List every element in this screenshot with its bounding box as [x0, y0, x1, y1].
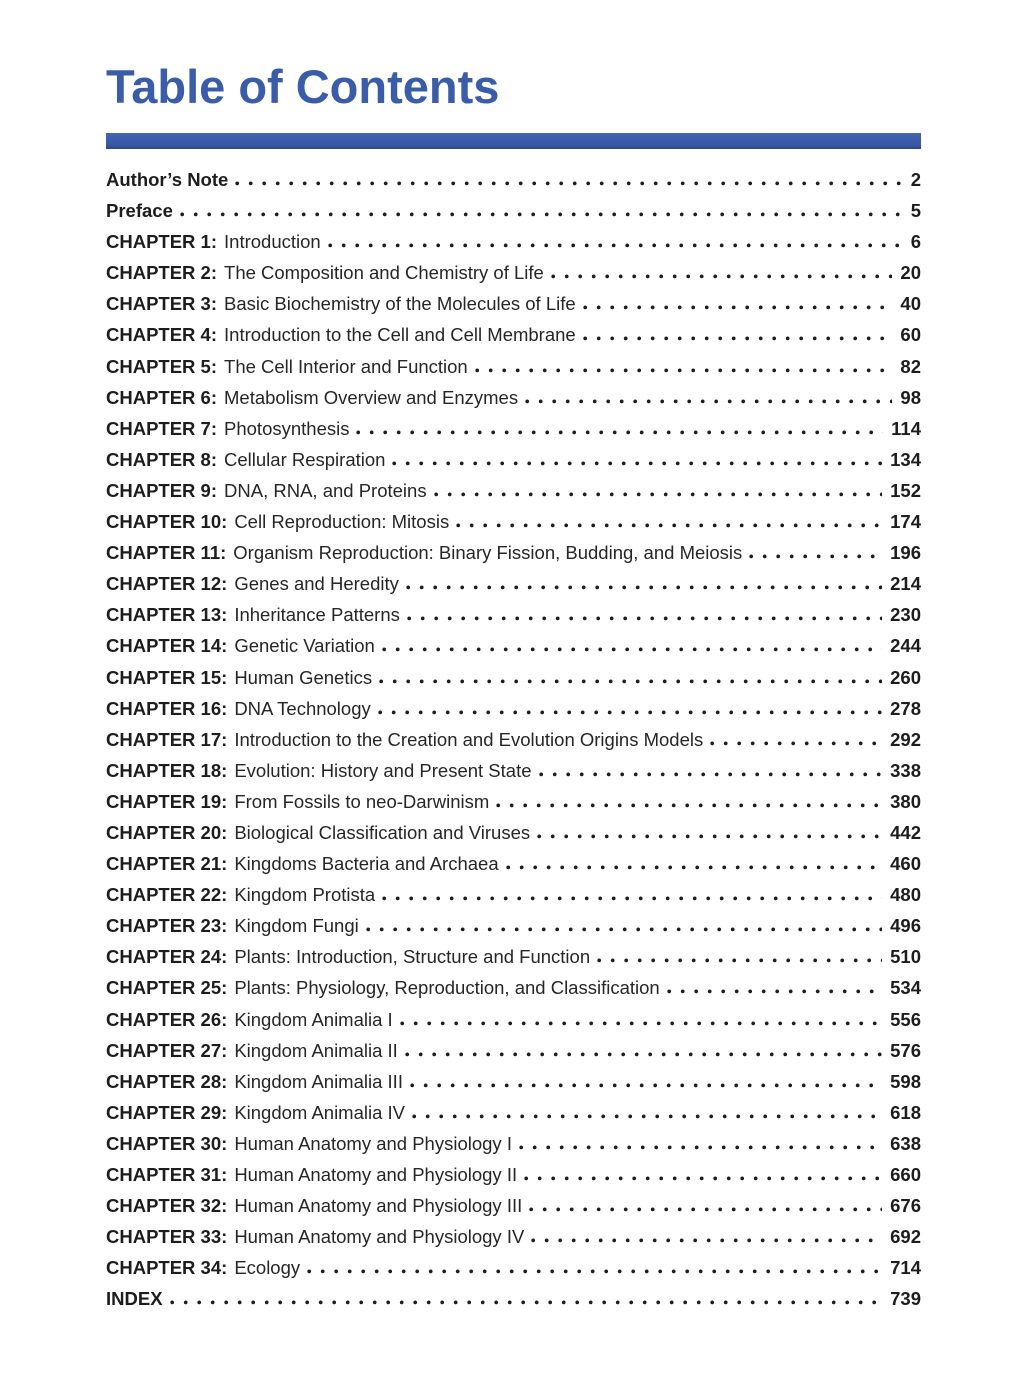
- toc-entry: [106, 293, 921, 324]
- toc-entry-title: Kingdom Protista: [234, 884, 376, 906]
- toc-entry: [106, 946, 921, 977]
- toc-entry: [106, 262, 921, 293]
- dot-leader: [366, 927, 882, 932]
- toc-entry: [106, 573, 921, 604]
- toc-entry: [106, 356, 921, 387]
- toc-entry-label: CHAPTER 11:: [106, 542, 227, 564]
- toc-entry: [106, 324, 921, 355]
- toc-entry: [106, 1040, 921, 1071]
- dot-leader: [537, 834, 882, 839]
- toc-entry-page: 480: [890, 884, 921, 906]
- toc-entry-page: 98: [900, 386, 921, 408]
- dot-leader: [180, 212, 903, 217]
- toc-entry-page: 114: [891, 417, 921, 439]
- title-rule: [106, 133, 921, 149]
- toc-entry-title: Kingdoms Bacteria and Archaea: [234, 853, 499, 875]
- toc-entry: [106, 1195, 921, 1226]
- toc-entry-label: CHAPTER 1:: [106, 231, 218, 253]
- toc-entry-title: Human Anatomy and Physiology IV: [234, 1226, 525, 1248]
- dot-leader: [407, 616, 882, 621]
- toc-entry-label: INDEX: [106, 1288, 163, 1310]
- toc-entry-label: Author’s Note: [106, 169, 229, 190]
- toc-entry-title: Evolution: History and Present State: [234, 759, 532, 781]
- toc-entry-title: Biological Classification and Viruses: [234, 821, 531, 843]
- dot-leader: [392, 461, 882, 466]
- toc-entry-title: Introduction to the Cell and Cell Membrane: [224, 324, 576, 346]
- toc-entry-page: 82: [900, 355, 921, 377]
- toc-entry-page: 60: [900, 324, 921, 346]
- toc-entry: [106, 1164, 921, 1195]
- dot-leader: [405, 1052, 882, 1057]
- toc-entry-title: Basic Biochemistry of the Molecules of Life: [224, 293, 576, 315]
- toc-list: [106, 169, 921, 1319]
- toc-entry-page: 196: [890, 542, 921, 564]
- dot-leader: [583, 336, 893, 341]
- dot-leader: [506, 865, 883, 870]
- toc-entry-label: CHAPTER 6:: [106, 386, 218, 408]
- toc-entry-title: Kingdom Animalia III: [234, 1070, 403, 1092]
- toc-entry-page: 380: [890, 790, 921, 812]
- dot-leader: [410, 1083, 882, 1088]
- toc-entry: [106, 1257, 921, 1288]
- toc-entry: [106, 667, 921, 698]
- toc-entry-label: CHAPTER 4:: [106, 324, 218, 346]
- toc-entry-page: 40: [900, 293, 921, 315]
- toc-entry-page: 676: [890, 1195, 921, 1217]
- toc-entry-title: Human Genetics: [234, 666, 373, 688]
- toc-entry: [106, 387, 921, 418]
- dot-leader: [378, 710, 882, 715]
- toc-entry-label: CHAPTER 19:: [106, 790, 228, 812]
- dot-leader: [406, 585, 882, 590]
- toc-entry-page: 2: [910, 169, 921, 190]
- toc-entry: [106, 1071, 921, 1102]
- toc-entry-label: CHAPTER 13:: [106, 604, 228, 626]
- toc-entry: [106, 884, 921, 915]
- dot-leader: [456, 523, 882, 528]
- toc-entry-title: From Fossils to neo-Darwinism: [234, 790, 490, 812]
- toc-entry-label: CHAPTER 16:: [106, 697, 228, 719]
- toc-entry-title: Cellular Respiration: [224, 448, 386, 470]
- toc-entry-label: CHAPTER 32:: [106, 1195, 228, 1217]
- toc-entry-page: 244: [890, 635, 921, 657]
- toc-entry: [106, 1288, 921, 1319]
- toc-entry-label: CHAPTER 23:: [106, 915, 228, 937]
- dot-leader: [539, 772, 883, 777]
- toc-entry: [106, 169, 921, 200]
- toc-entry: [106, 604, 921, 635]
- toc-entry: [106, 418, 921, 449]
- toc-entry: [106, 915, 921, 946]
- toc-entry-title: Kingdom Animalia II: [234, 1039, 398, 1061]
- dot-leader: [379, 679, 882, 684]
- toc-entry-title: Human Anatomy and Physiology II: [234, 1164, 518, 1185]
- toc-entry-page: 556: [890, 1008, 921, 1030]
- toc-entry: [106, 822, 921, 853]
- toc-entry-page: 618: [890, 1101, 921, 1123]
- toc-entry: [106, 1133, 921, 1164]
- toc-entry-page: 510: [890, 946, 921, 968]
- toc-entry-title: Cell Reproduction: Mitosis: [234, 511, 450, 533]
- toc-entry-label: CHAPTER 7:: [106, 417, 218, 439]
- toc-entry-page: 714: [890, 1257, 921, 1279]
- toc-entry-page: 278: [890, 697, 921, 719]
- dot-leader: [235, 181, 902, 186]
- toc-entry-label: CHAPTER 18:: [106, 759, 228, 781]
- toc-entry-label: CHAPTER 31:: [106, 1164, 228, 1185]
- dot-leader: [667, 989, 882, 994]
- toc-entry-title: Kingdom Animalia IV: [234, 1101, 406, 1123]
- toc-entry: [106, 480, 921, 511]
- toc-entry-label: CHAPTER 30:: [106, 1132, 228, 1154]
- toc-entry: [106, 200, 921, 231]
- toc-entry: [106, 511, 921, 542]
- toc-entry-page: 230: [890, 604, 921, 626]
- toc-entry-title: Kingdom Animalia I: [234, 1008, 393, 1030]
- toc-entry: [106, 1226, 921, 1257]
- toc-entry-label: CHAPTER 22:: [106, 884, 228, 906]
- toc-entry: [106, 791, 921, 822]
- toc-entry-page: 598: [890, 1070, 921, 1092]
- toc-entry-title: Genes and Heredity: [234, 573, 399, 595]
- toc-entry-page: 534: [890, 977, 921, 999]
- toc-entry-page: 692: [890, 1226, 921, 1248]
- toc-entry: [106, 760, 921, 791]
- toc-entry-page: 660: [890, 1164, 921, 1185]
- toc-entry-label: CHAPTER 24:: [106, 946, 228, 968]
- toc-entry-title: Organism Reproduction: Binary Fission, Budding, and Meiosis: [233, 542, 743, 564]
- dot-leader: [170, 1300, 883, 1305]
- toc-entry: [106, 449, 921, 480]
- toc-entry-page: 20: [900, 262, 921, 284]
- toc-entry-page: 442: [890, 821, 921, 843]
- toc-entry-label: CHAPTER 2:: [106, 262, 218, 284]
- toc-entry-label: CHAPTER 17:: [106, 728, 228, 750]
- toc-entry-page: 214: [890, 573, 921, 595]
- toc-entry-label: CHAPTER 27:: [106, 1039, 228, 1061]
- toc-entry-page: 152: [890, 479, 921, 501]
- dot-leader: [749, 554, 882, 559]
- page-title: Table of Contents: [106, 60, 500, 113]
- toc-entry-label: CHAPTER 15:: [106, 666, 228, 688]
- toc-entry-label: CHAPTER 10:: [106, 511, 228, 533]
- toc-entry-page: 739: [890, 1288, 921, 1310]
- dot-leader: [524, 1176, 882, 1181]
- toc-entry-label: CHAPTER 26:: [106, 1008, 228, 1030]
- toc-entry-title: Photosynthesis: [224, 417, 350, 439]
- toc-entry-label: CHAPTER 21:: [106, 853, 228, 875]
- toc-entry: [106, 698, 921, 729]
- toc-entry-title: Human Anatomy and Physiology I: [234, 1132, 512, 1154]
- toc-entry-title: Kingdom Fungi: [234, 915, 359, 937]
- toc-entry-page: 174: [890, 511, 921, 533]
- toc-entry-page: 338: [890, 759, 921, 781]
- toc-entry-title: The Cell Interior and Function: [224, 355, 468, 377]
- toc-entry-title: DNA, RNA, and Proteins: [224, 479, 427, 501]
- toc-entry-page: 496: [890, 915, 921, 937]
- toc-entry: [106, 729, 921, 760]
- dot-leader: [551, 274, 893, 279]
- toc-entry-page: 5: [910, 200, 921, 222]
- toc-entry-label: CHAPTER 33:: [106, 1226, 228, 1248]
- toc-entry-title: Plants: Introduction, Structure and Function: [234, 946, 591, 968]
- toc-entry-title: Plants: Physiology, Reproduction, and Classification: [234, 977, 660, 999]
- toc-entry-label: CHAPTER 25:: [106, 977, 228, 999]
- dot-leader: [412, 1114, 882, 1119]
- toc-entry-page: 292: [890, 728, 921, 750]
- dot-leader: [710, 741, 882, 746]
- dot-leader: [597, 958, 882, 963]
- dot-leader: [356, 430, 883, 435]
- toc-entry-page: 6: [910, 231, 921, 253]
- toc-entry: [106, 977, 921, 1008]
- dot-leader: [496, 803, 882, 808]
- toc-entry-title: Introduction to the Creation and Evolution Origins Models: [234, 728, 704, 750]
- toc-entry: [106, 1102, 921, 1133]
- toc-entry-label: CHAPTER 28:: [106, 1070, 228, 1092]
- dot-leader: [382, 647, 882, 652]
- toc-entry-label: Preface: [106, 200, 173, 222]
- toc-entry-page: 460: [890, 853, 921, 875]
- dot-leader: [525, 399, 892, 404]
- toc-entry: [106, 635, 921, 666]
- dot-leader: [519, 1145, 882, 1150]
- toc-entry: [106, 853, 921, 884]
- toc-entry-title: The Composition and Chemistry of Life: [224, 262, 544, 284]
- dot-leader: [531, 1238, 882, 1243]
- toc-entry-page: 638: [890, 1132, 921, 1154]
- toc-entry-label: CHAPTER 8:: [106, 448, 218, 470]
- dot-leader: [328, 243, 903, 248]
- toc-entry-label: CHAPTER 20:: [106, 821, 228, 843]
- toc-entry-label: CHAPTER 5:: [106, 355, 218, 377]
- dot-leader: [400, 1021, 882, 1026]
- dot-leader: [583, 305, 893, 310]
- toc-entry-title: Human Anatomy and Physiology III: [234, 1195, 523, 1217]
- toc-entry-title: Metabolism Overview and Enzymes: [224, 386, 519, 408]
- toc-entry: [106, 231, 921, 262]
- toc-entry-label: CHAPTER 12:: [106, 573, 228, 595]
- toc-entry-label: CHAPTER 29:: [106, 1101, 228, 1123]
- dot-leader: [307, 1269, 882, 1274]
- dot-leader: [529, 1207, 882, 1212]
- toc-entry-label: CHAPTER 34:: [106, 1257, 228, 1279]
- dot-leader: [475, 368, 893, 373]
- toc-entry-title: DNA Technology: [234, 697, 371, 719]
- toc-entry-page: 260: [890, 666, 921, 688]
- toc-entry-label: CHAPTER 9:: [106, 479, 218, 501]
- toc-entry-page: 134: [890, 448, 921, 470]
- toc-entry-label: CHAPTER 3:: [106, 293, 218, 315]
- toc-entry-label: CHAPTER 14:: [106, 635, 228, 657]
- toc-entry-title: Genetic Variation: [234, 635, 375, 657]
- toc-entry-title: Introduction: [224, 231, 321, 253]
- dot-leader: [434, 492, 883, 497]
- toc-entry: [106, 1009, 921, 1040]
- toc-entry-title: Ecology: [234, 1257, 301, 1279]
- toc-entry-title: Inheritance Patterns: [234, 604, 400, 626]
- toc-entry: [106, 542, 921, 573]
- toc-entry-page: 576: [890, 1039, 921, 1061]
- dot-leader: [382, 896, 882, 901]
